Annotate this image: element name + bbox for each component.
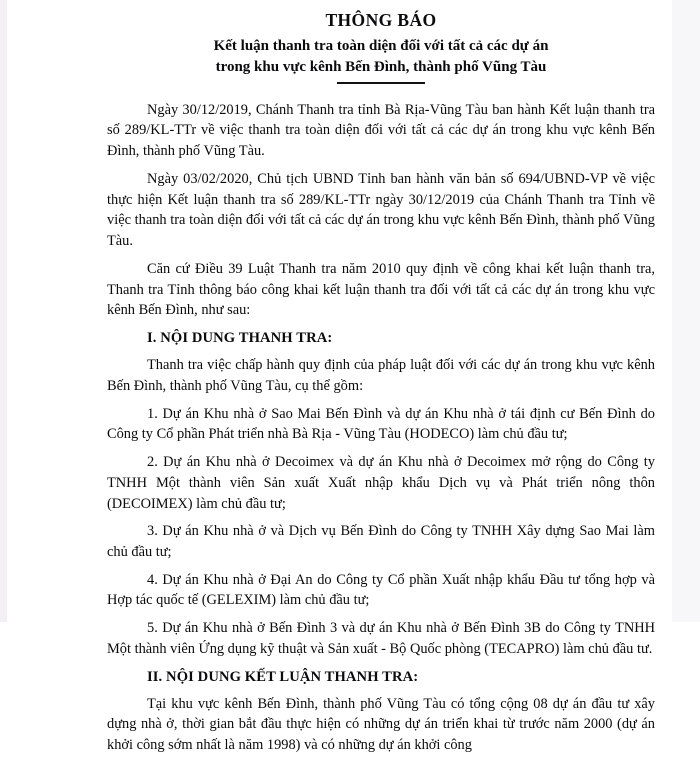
section-heading-2: II. NỘI DUNG KẾT LUẬN THANH TRA: bbox=[147, 668, 419, 685]
page-sheet bbox=[7, 0, 672, 754]
paragraph-intro-2: Ngày 03/02/2020, Chủ tịch UBND Tỉnh ban hành văn bản số 694/UBND-VP về việc thực hiện Kết luận thanh tra số 289/KL-TTr ngày 30/12/2019 của Chánh Thanh tra Tỉnh về việc thanh tra toàn diện đối với tất cả các dự án trong khu vực kênh Bến Đình, thành phố Vũng Tàu. bbox=[107, 170, 655, 250]
section-heading-1: I. NỘI DUNG THANH TRA: bbox=[147, 330, 333, 347]
list-item: 2. Dự án Khu nhà ở Decoimex và dự án Khu nhà ở Decoimex mở rộng do Công ty TNHH Một thành viên Sản xuất Xuất nhập khẩu Dịch vụ và Phát triển nông thôn (DECOIMEX) làm chủ đầu tư; bbox=[107, 454, 655, 512]
section-1-intro: Thanh tra việc chấp hành quy định của pháp luật đối với các dự án trong khu vực kênh Bến Đình, thành phố Vũng Tàu, cụ thể gồm: bbox=[107, 357, 655, 394]
paragraph-intro-3: Căn cứ Điều 39 Luật Thanh tra năm 2010 quy định về công khai kết luận thanh tra, Thanh tra Tỉnh thông báo công khai kết luận thanh tra đối với tất cả các dự án trong khu vực kênh Bến Đình, như sau: bbox=[107, 260, 655, 319]
page-gutter-left bbox=[0, 0, 7, 622]
document-subtitle-line-2: trong khu vực kênh Bến Đình, thành phố Vũng Tàu bbox=[215, 58, 547, 75]
document-body bbox=[107, 10, 655, 763]
list-item: 4. Dự án Khu nhà ở Đại An do Công ty Cổ phần Xuất nhập khẩu Đầu tư tổng hợp và Hợp tác quốc tế (GELEXIM) làm chủ đầu tư; bbox=[107, 571, 655, 609]
page-gutter-right bbox=[672, 0, 700, 622]
document-title: THÔNG BÁO bbox=[325, 10, 437, 30]
title-underline-rule bbox=[337, 82, 425, 84]
section-2-intro: Tại khu vực kênh Bến Đình, thành phố Vũng Tàu có tổng cộng 08 dự án đầu tư xây dựng nhà ở, thời gian bắt đầu thực hiện có những dự án triển khai từ trước năm 2000 (dự án khởi công sớm nhất là năm 1998) và có những dự án khởi công bbox=[107, 695, 655, 754]
list-item: 1. Dự án Khu nhà ở Sao Mai Bến Đình và dự án Khu nhà ở tái định cư Bến Đình do Công ty Cổ phần Phát triển nhà Bà Rịa - Vũng Tàu (HODECO) làm chủ đầu tư; bbox=[107, 405, 655, 443]
list-item: 3. Dự án Khu nhà ở và Dịch vụ Bến Đình do Công ty TNHH Xây dựng Sao Mai làm chủ đầu tư; bbox=[107, 523, 655, 560]
document-subtitle-line-1: Kết luận thanh tra toàn diện đối với tất cả các dự án bbox=[213, 37, 549, 54]
list-item: 5. Dự án Khu nhà ở Bến Đình 3 và dự án Khu nhà ở Bến Đình 3B do Công ty TNHH Một thành viên Ứng dụng kỹ thuật và Sản xuất - Bộ Quốc phòng (TECAPRO) làm chủ đầu tư. bbox=[107, 620, 655, 657]
paragraph-intro-1: Ngày 30/12/2019, Chánh Thanh tra tỉnh Bà Rịa-Vũng Tàu ban hành Kết luận thanh tra số 289/KL-TTr về việc thanh tra toàn diện đối với tất cả các dự án trong khu vực kênh Bến Đình, thành phố Vũng Tàu. bbox=[107, 101, 655, 160]
document-header bbox=[107, 10, 655, 84]
